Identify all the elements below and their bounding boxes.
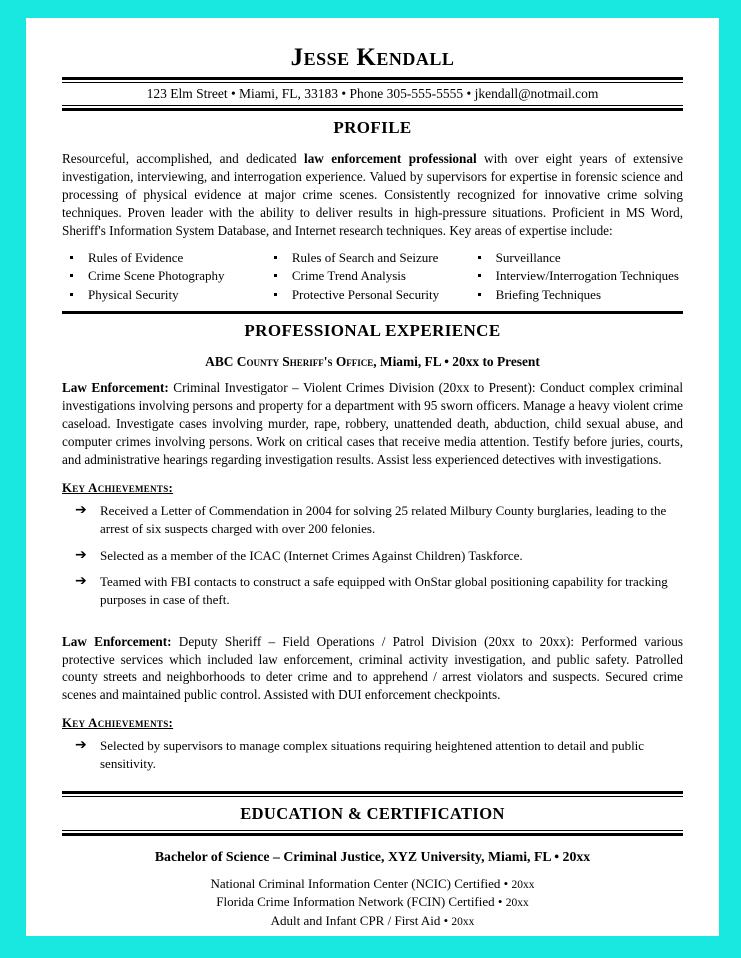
arrow-bullet-icon: ➔ — [75, 546, 87, 563]
square-bullet-icon — [70, 293, 73, 296]
skills-column-3 — [470, 249, 683, 306]
skill-label: Briefing Techniques — [495, 287, 602, 303]
skill-item — [62, 267, 262, 286]
square-bullet-icon — [70, 274, 73, 277]
certification-name: Adult and Infant CPR / First Aid • — [270, 912, 452, 928]
employer-line — [62, 354, 683, 370]
resume-header — [62, 44, 683, 111]
certification-year: 20xx — [511, 878, 535, 891]
achievement-item — [62, 737, 683, 772]
square-bullet-icon — [274, 274, 277, 277]
square-bullet-icon — [478, 293, 481, 296]
teal-border-inner — [8, 8, 735, 948]
key-achievements-heading: Key Achievements: — [62, 481, 174, 496]
job-description — [62, 633, 683, 705]
job-entry — [62, 379, 683, 608]
arrow-bullet-icon: ➔ — [75, 737, 87, 754]
employer-name: ABC County Sheriff's Office — [205, 354, 374, 370]
skills-column-1 — [62, 249, 266, 306]
achievement-item — [62, 502, 683, 537]
square-bullet-icon — [274, 293, 277, 296]
profile-text-bold: law enforcement professional — [304, 150, 477, 166]
education-section — [62, 791, 683, 930]
contact-line: 123 Elm Street • Miami, FL, 33183 • Phone 305-555-5555 • jkendall@notmail.com — [146, 85, 599, 101]
skill-item — [470, 249, 679, 268]
job-label: Law Enforcement: — [62, 380, 169, 396]
achievement-text: Selected as a member of the ICAC (Internet Crimes Against Children) Taskforce. — [100, 547, 523, 563]
certification-year: 20xx — [505, 897, 529, 910]
skill-item — [266, 249, 466, 268]
achievement-text: Received a Letter of Commendation in 2004 for solving 25 related Milbury County burglaries, leading to the arrest of six suspects charged with over 200 felonies. — [100, 503, 667, 536]
certification-name: National Criminal Information Center (NCIC) Certified • — [210, 875, 512, 891]
job-description-text: Deputy Sheriff – Field Operations / Patrol Division (20xx to 20xx): Performed various protective services which included law enforcement, criminal activity investigation, and public safety. Patrolled county streets and neighborhoods to deter crime and to apprehend / arrest violators and suspects. Secured crime scenes and maintained public control. Assisted with DUI enforcement checkpoints. — [62, 633, 683, 703]
skill-label: Protective Personal Security — [291, 287, 440, 303]
employer-location-dates: , Miami, FL • 20xx to Present — [373, 354, 540, 370]
certification-item — [62, 912, 683, 930]
certification-name: Florida Crime Information Network (FCIN) Certified • — [216, 894, 506, 910]
profile-section — [62, 111, 683, 315]
square-bullet-icon — [274, 256, 277, 259]
job-entry — [62, 633, 683, 773]
achievement-text: Selected by supervisors to manage complex situations requiring heightened attention to detail and public sensitivity. — [100, 738, 645, 772]
skill-label: Rules of Search and Seizure — [291, 249, 439, 265]
experience-title: PROFESSIONAL EXPERIENCE — [244, 321, 501, 341]
skill-label: Surveillance — [495, 249, 561, 265]
profile-text-1: Resourceful, accomplished, and dedicated — [62, 150, 305, 166]
degree-line: Bachelor of Science – Criminal Justice, XYZ University, Miami, FL • 20xx — [154, 848, 591, 864]
profile-title: PROFILE — [333, 117, 412, 137]
skill-item — [266, 286, 466, 305]
achievement-item — [62, 573, 683, 608]
certification-item — [62, 875, 683, 893]
skill-label: Crime Trend Analysis — [291, 268, 406, 284]
certification-item — [62, 893, 683, 911]
skill-label: Interview/Interrogation Techniques — [495, 268, 679, 284]
resume-page — [26, 18, 719, 936]
candidate-name: Jesse Kendall — [290, 44, 455, 71]
skills-columns — [62, 249, 683, 306]
square-bullet-icon — [478, 256, 481, 259]
job-description — [62, 379, 683, 469]
skill-item — [266, 267, 466, 286]
key-achievements-heading: Key Achievements: — [62, 716, 174, 731]
profile-text-2: with over eight years of extensive investigation, interviewing, and interrogation experience. Valued by supervisors for expertise in forensic science and processing of physical evidence at major crime scenes. Consistently recognized for innovative crime solving techniques. Proven leader with the ability to deliver results in high-pressure situations. Proficient in MS Word, Sheriff's Information System Database, and Internet research techniques. Key areas of expertise include: — [62, 150, 683, 238]
square-bullet-icon — [70, 256, 73, 259]
job-description-text: Criminal Investigator – Violent Crimes Division (20xx to Present): Conduct complex criminal investigations involving persons and property for a department with 95 sworn officers. Manage a heavy violent crime caseload. Investigate cases involving murder, rape, robbery, unattended death, abduction, child sexual abuse, and computer crimes involving persons. Work on critical cases that receive media attention. Testify before juries, courts, and administrative hearings regarding investigation results. Assist less experienced detectives with investigations. — [62, 380, 683, 468]
skill-label: Crime Scene Photography — [88, 268, 225, 284]
arrow-bullet-icon: ➔ — [75, 573, 87, 590]
skill-item — [470, 267, 679, 286]
job-spacer — [62, 618, 683, 631]
achievement-item — [62, 547, 683, 565]
education-title: EDUCATION & CERTIFICATION — [240, 803, 505, 823]
square-bullet-icon — [478, 274, 481, 277]
skill-item — [470, 286, 679, 305]
skill-label: Physical Security — [88, 287, 179, 303]
achievement-text: Teamed with FBI contacts to construct a safe equipped with OnStar global positioning capability for tracking purposes in case of theft. — [100, 574, 668, 607]
profile-paragraph — [62, 150, 683, 240]
job-label: Law Enforcement: — [62, 633, 172, 649]
skill-item — [62, 249, 262, 268]
skills-column-2 — [266, 249, 470, 306]
arrow-bullet-icon: ➔ — [75, 502, 87, 519]
certification-year: 20xx — [451, 915, 475, 928]
experience-section — [62, 314, 683, 772]
skill-label: Rules of Evidence — [88, 249, 184, 265]
education-bottom-rule — [62, 830, 683, 836]
skill-item — [62, 286, 262, 305]
